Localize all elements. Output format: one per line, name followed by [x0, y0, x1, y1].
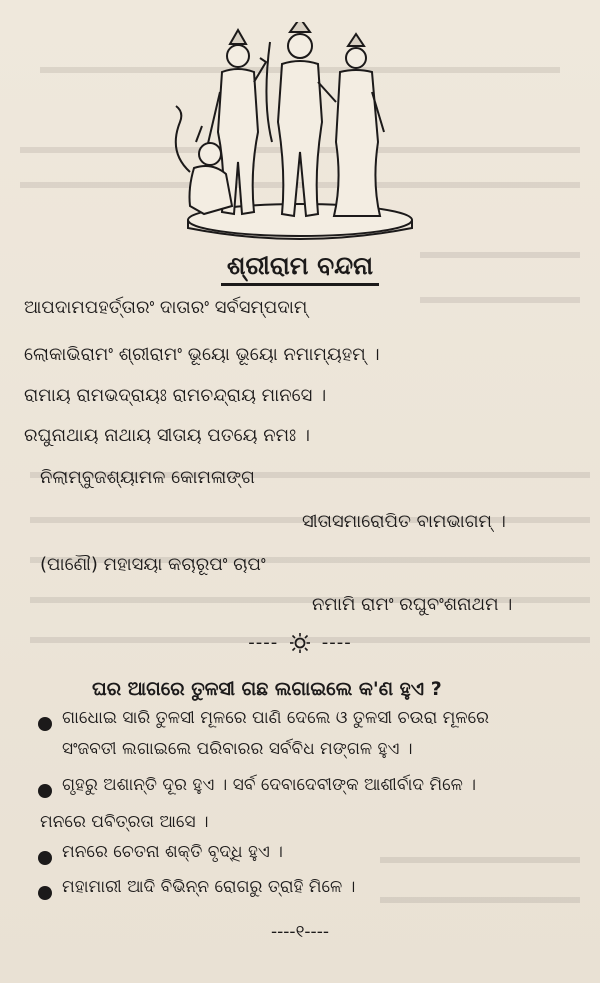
- verse-line: ସୀତାସମାରୋପିତ ବାମଭାଗମ୍ ।: [302, 511, 506, 532]
- ram-darbar-illustration: [150, 22, 420, 244]
- bullet-dot: [38, 886, 52, 900]
- verse-line: ନିଲାମ୍ବୁଜଶ୍ୟାମଳ କୋମଳାଙ୍ଗ: [40, 467, 255, 488]
- sun-ornament-icon: [289, 632, 311, 654]
- verse-line: ଆପଦାମପହର୍ତ୍ତାରଂ ଦାତାରଂ ସର୍ବସମ୍ପଦାମ୍: [24, 297, 308, 318]
- divider-dashes-right: ----: [321, 632, 352, 653]
- verse-line: ନମାମି ରାମଂ ରଘୁବଂଶନାଥମ ।: [312, 594, 513, 615]
- bullet-text: ଗାଧୋଇ ସାରି ତୁଳସୀ ମୂଳରେ ପାଣି ଦେଲେ ଓ ତୁଳସୀ ଚଉରା ମୂଳରେ: [62, 708, 490, 728]
- section-heading: ଘର ଆଗରେ ତୁଳସୀ ଗଛ ଲଗାଇଲେ କ'ଣ ହୁଏ ?: [92, 678, 442, 700]
- verse-line: ରଘୁନାଥାୟ ନାଥାୟ ସୀତାୟ ପତୟେ ନମଃ ।: [24, 425, 310, 446]
- title-text: ଶ୍ରୀରାମ ବନ୍ଦନା: [221, 251, 379, 286]
- page-number: ----୧----: [271, 922, 329, 942]
- section-divider: [0, 632, 600, 654]
- bullet-text: ମହାମାରୀ ଆଦି ବିଭିନ୍ନ ରୋଗରୁ ତ୍ରାହି ମିଳେ ।: [62, 877, 356, 897]
- divider-dashes-left: ----: [248, 632, 279, 653]
- page-title: [0, 251, 600, 286]
- verse-line: (ପାଣୌ) ମହାସୟା କଚାରୂପଂ ଚାପଂ: [40, 554, 266, 575]
- bullet-text: ଗୃହରୁ ଅଶାନ୍ତି ଦୂର ହୁଏ । ସର୍ବ ଦେବାଦେବୀଙ୍କ ଆଶୀର୍ବାଦ ମିଳେ ।: [62, 775, 476, 795]
- bullet-text: ସଂଜବତୀ ଲଗାଇଲେ ପରିବାରର ସର୍ବବିଧ ମଙ୍ଗଳ ହୁଏ ।: [62, 739, 413, 759]
- verse-line: ରାମାୟ ରାମଭଦ୍ରାୟଃ ରାମଚନ୍ଦ୍ରାୟ ମାନସେ ।: [24, 385, 327, 406]
- verse-line: ଲୋକାଭିରାମଂ ଶ୍ରୀରାମଂ ଭୂୟୋ ଭୂୟୋ ନମାମ୍ୟହମ୍ ।: [24, 344, 380, 365]
- bullet-text: ମନରେ ଚେତନା ଶକ୍ତି ବୃଦ୍ଧି ହୁଏ ।: [62, 842, 283, 862]
- bullet-dot: [38, 851, 52, 865]
- bullet-dot: [38, 784, 52, 798]
- bullet-dot: [38, 717, 52, 731]
- bullet-text: ମନରେ ପବିତ୍ରତା ଆସେ ।: [40, 812, 209, 832]
